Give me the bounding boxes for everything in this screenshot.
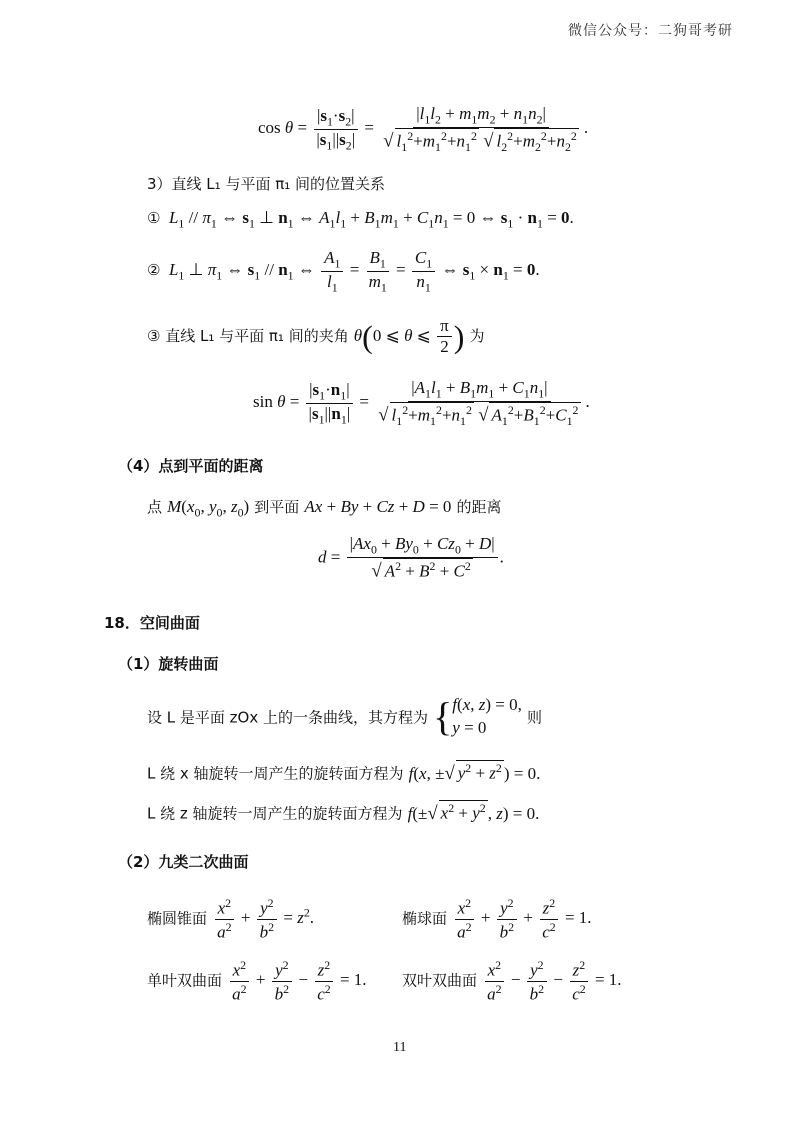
rotation-x: L 绕 x 轴旋转一周产生的旋转面方程为 f(x, ±√ $y^2 + z^2$ ) = 0.: [147, 761, 541, 784]
condition-angle: ③ 直线 L₁ 与平面 π₁ 间的夹角 θ(0 ⩽ θ ⩽ $\frac{\pi}{2}$ ) 为: [147, 316, 485, 357]
q3-label: 单叶双曲面: [147, 971, 223, 990]
formula-sin-theta: sin θ = $\frac{|s_1\cdot n_1|}{|s_1||n_1|}$ = $\frac{|A_1l_1 + B_1m_1 + C_1n_1|}{√ l_1^2+m_1^2+n_1^2 √ A_1^2+B_1^2+C_1^2}$ .: [253, 378, 590, 428]
circle-1: ①: [147, 209, 161, 227]
condition-parallel: ① $L_1 // \pi_1$ ⇔ $s_1$ ⊥ $n_1$ ⇔ $A_1l_1 + B_1m_1 + C_1n_1 = 0$ ⇔ $s_1 \cdot n_1 = 0$.: [147, 208, 574, 231]
ellipsoid: 椭球面 $\frac{x^2}{a^2}$ + $\frac{y^2}{b^2}$ + $\frac{z^2}{c^2}$ = 1.: [402, 896, 592, 942]
point-plane-text: 点 $M(x_0$, $y_0$, $z_0$) 到平面 Ax + By + Cz + D = 0 的距离: [147, 497, 502, 520]
hyperboloid-two-sheets: 双叶双曲面 $\frac{x^2}{a^2}$ − $\frac{y^2}{b^2}$ − $\frac{z^2}{c^2}$ = 1.: [402, 958, 622, 1004]
section-18-1-title: （1）旋转曲面: [118, 655, 219, 673]
section-4-title: （4）点到平面的距离: [118, 457, 264, 475]
rot-intro-pre: 设 L 是平面 zOx 上的一条曲线，其方程为: [147, 708, 428, 727]
section-18-2-title: （2）九类二次曲面: [118, 853, 249, 871]
formula-distance: d = $\frac{|Ax_0 + By_0 + Cz_0 + D|}{√ A^2 + B^2 + C^2}$ .: [318, 534, 504, 582]
section-18-title: 18．空间曲面: [104, 614, 200, 632]
condition-perpendicular: ② $L_1$ ⊥ $\pi_1$ ⇔ $s_1 // n_1$ ⇔ $\frac{A_1}{l_1}$ = $\frac{B_1}{m_1}$ = $\frac{C_1}{n_1}$ ⇔ $s_1 \times n_1 = 0$.: [147, 248, 540, 295]
angle-tail: 为: [469, 326, 485, 345]
elliptic-cone: 椭圆锥面 $\frac{x^2}{a^2}$ + $\frac{y^2}{b^2}$ = $z^2$.: [147, 896, 315, 942]
header-watermark: 微信公众号：二狗哥考研: [568, 23, 733, 39]
page-number: 11: [393, 1040, 407, 1055]
q1-label: 椭圆锥面: [147, 909, 208, 928]
rotation-intro: 设 L 是平面 zOx 上的一条曲线，其方程为 { f(x, z) = 0, y = 0 则: [147, 693, 542, 739]
text-mid: 到平面: [254, 498, 300, 516]
q4-label: 双叶双曲面: [402, 971, 478, 990]
circle-2: ②: [147, 261, 161, 280]
rotation-z: L 绕 z 轴旋转一周产生的旋转面方程为 f(±√ $x^2 + y^2$ , z) = 0.: [147, 801, 540, 824]
angle-label: ③ 直线 L₁ 与平面 π₁ 间的夹角: [147, 326, 349, 345]
item3-title: 3）直线 L₁ 与平面 π₁ 间的位置关系: [147, 175, 386, 193]
rot-z-text: L 绕 z 轴旋转一周产生的旋转面方程为: [147, 804, 403, 823]
formula-cos-theta: cos θ = $\frac{|s_1\cdot s_2|}{|s_1||s_2|}$ = $\frac{|l_1l_2 + m_1m_2 + n_1n_2|}{√ l_1^2+m_1^2+n_1^2 √ l_2^2+m_2^2+n_2^2}$ .: [258, 104, 589, 154]
text-pre: 点: [147, 498, 163, 516]
hyperboloid-one-sheet: 单叶双曲面 $\frac{x^2}{a^2}$ + $\frac{y^2}{b^2}$ − $\frac{z^2}{c^2}$ = 1.: [147, 958, 367, 1004]
q2-label: 椭球面: [402, 909, 448, 928]
text-post: 的距离: [456, 498, 502, 516]
rot-intro-post: 则: [526, 708, 542, 727]
rot-x-text: L 绕 x 轴旋转一周产生的旋转面方程为: [147, 764, 404, 783]
